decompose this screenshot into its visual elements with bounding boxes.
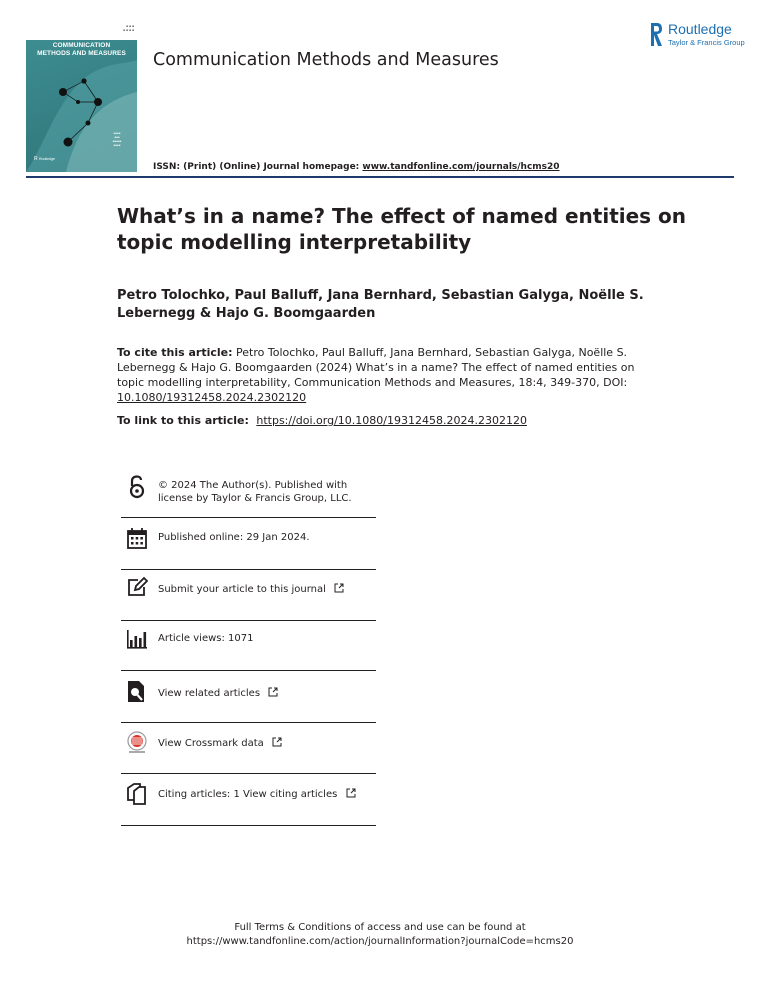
journal-name: Communication Methods and Measures xyxy=(153,50,499,70)
crossmark-icon xyxy=(126,731,148,755)
terms-footer xyxy=(130,921,630,949)
cover-routledge-mark: R xyxy=(34,156,38,162)
article-title: What’s in a name? The effect of named entities on topic modelling interpretability xyxy=(117,204,687,254)
info-separator xyxy=(121,569,376,570)
cover-journal-title: COMMUNICATION METHODS AND MEASURES xyxy=(37,42,126,57)
open-access-text: © 2024 The Author(s). Published with license by Taylor & Francis Group, LLC. xyxy=(158,480,352,504)
external-link-icon xyxy=(268,687,278,697)
terms-text: Full Terms & Conditions of access and use can be found at xyxy=(234,922,526,933)
cover-editors-text: ▪▪▪▪ ▪▪▪ ▪▪▪▪▪ ▪▪▪▪ xyxy=(112,132,122,147)
citation-block xyxy=(117,345,647,405)
info-separator xyxy=(121,773,376,774)
info-separator xyxy=(121,620,376,621)
edit-icon xyxy=(126,575,148,599)
header-divider xyxy=(26,176,734,178)
info-separator xyxy=(121,670,376,671)
submit-article-link[interactable]: Submit your article to this journal xyxy=(158,583,373,596)
external-link-icon xyxy=(334,583,344,593)
cover-publisher: R Routledge xyxy=(34,156,55,162)
issn-label: ISSN: (Print) (Online) Journal homepage: xyxy=(153,162,360,172)
journal-cover-image xyxy=(26,22,137,172)
search-document-icon xyxy=(126,680,148,704)
bar-chart-icon xyxy=(126,628,148,652)
published-date-text: Published online: 29 Jan 2024. xyxy=(158,532,310,543)
routledge-logo-icon xyxy=(648,21,664,48)
article-authors: Petro Tolochko, Paul Balluff, Jana Bernhard, Sebastian Galyga, Noëlle S. Lebernegg & Hajo G. Boomgaarden xyxy=(117,288,644,321)
cover-volume-text: ▪ ▪ ▪ ▪ ▪ ▪ ▪ xyxy=(123,24,134,32)
citation-doi-link[interactable]: 10.1080/19312458.2024.2302120 xyxy=(117,391,307,404)
article-views-text: Article views: 1071 xyxy=(158,633,254,644)
info-separator xyxy=(121,825,376,826)
citing-articles-link[interactable]: Citing articles: 1 View citing articles xyxy=(158,788,373,801)
related-articles-link[interactable]: View related articles xyxy=(158,687,373,700)
info-separator xyxy=(121,517,376,518)
routledge-brand-text: Routledge xyxy=(668,21,732,37)
journal-homepage-link[interactable]: www.tandfonline.com/journals/hcms20 xyxy=(362,162,560,172)
issn-line xyxy=(153,162,560,172)
citing-articles-icon xyxy=(126,782,148,806)
article-doi-url[interactable]: https://doi.org/10.1080/19312458.2024.2302120 xyxy=(256,414,527,427)
terms-url[interactable]: https://www.tandfonline.com/action/journalInformation?journalCode=hcms20 xyxy=(186,936,574,947)
article-link-label: To link to this article: xyxy=(117,414,249,427)
article-link-line xyxy=(117,413,527,428)
calendar-icon xyxy=(126,527,148,551)
open-access-icon xyxy=(126,475,148,499)
external-link-icon xyxy=(272,737,282,747)
citation-text: Petro Tolochko, Paul Balluff, Jana Bernhard, Sebastian Galyga, Noëlle S. Lebernegg & Hajo G. Boomgaarden (2024) What’s in a name? The effect of named entities on topic modelling interpretability, Communication Methods and Measures, 18:4, 349-370, DOI: xyxy=(117,346,635,389)
info-separator xyxy=(121,722,376,723)
taylor-francis-group-text: Taylor & Francis Group xyxy=(668,38,745,47)
routledge-logo xyxy=(648,21,744,51)
citation-label: To cite this article: xyxy=(117,346,233,359)
crossmark-link[interactable]: View Crossmark data xyxy=(158,737,373,750)
external-link-icon xyxy=(346,788,356,798)
